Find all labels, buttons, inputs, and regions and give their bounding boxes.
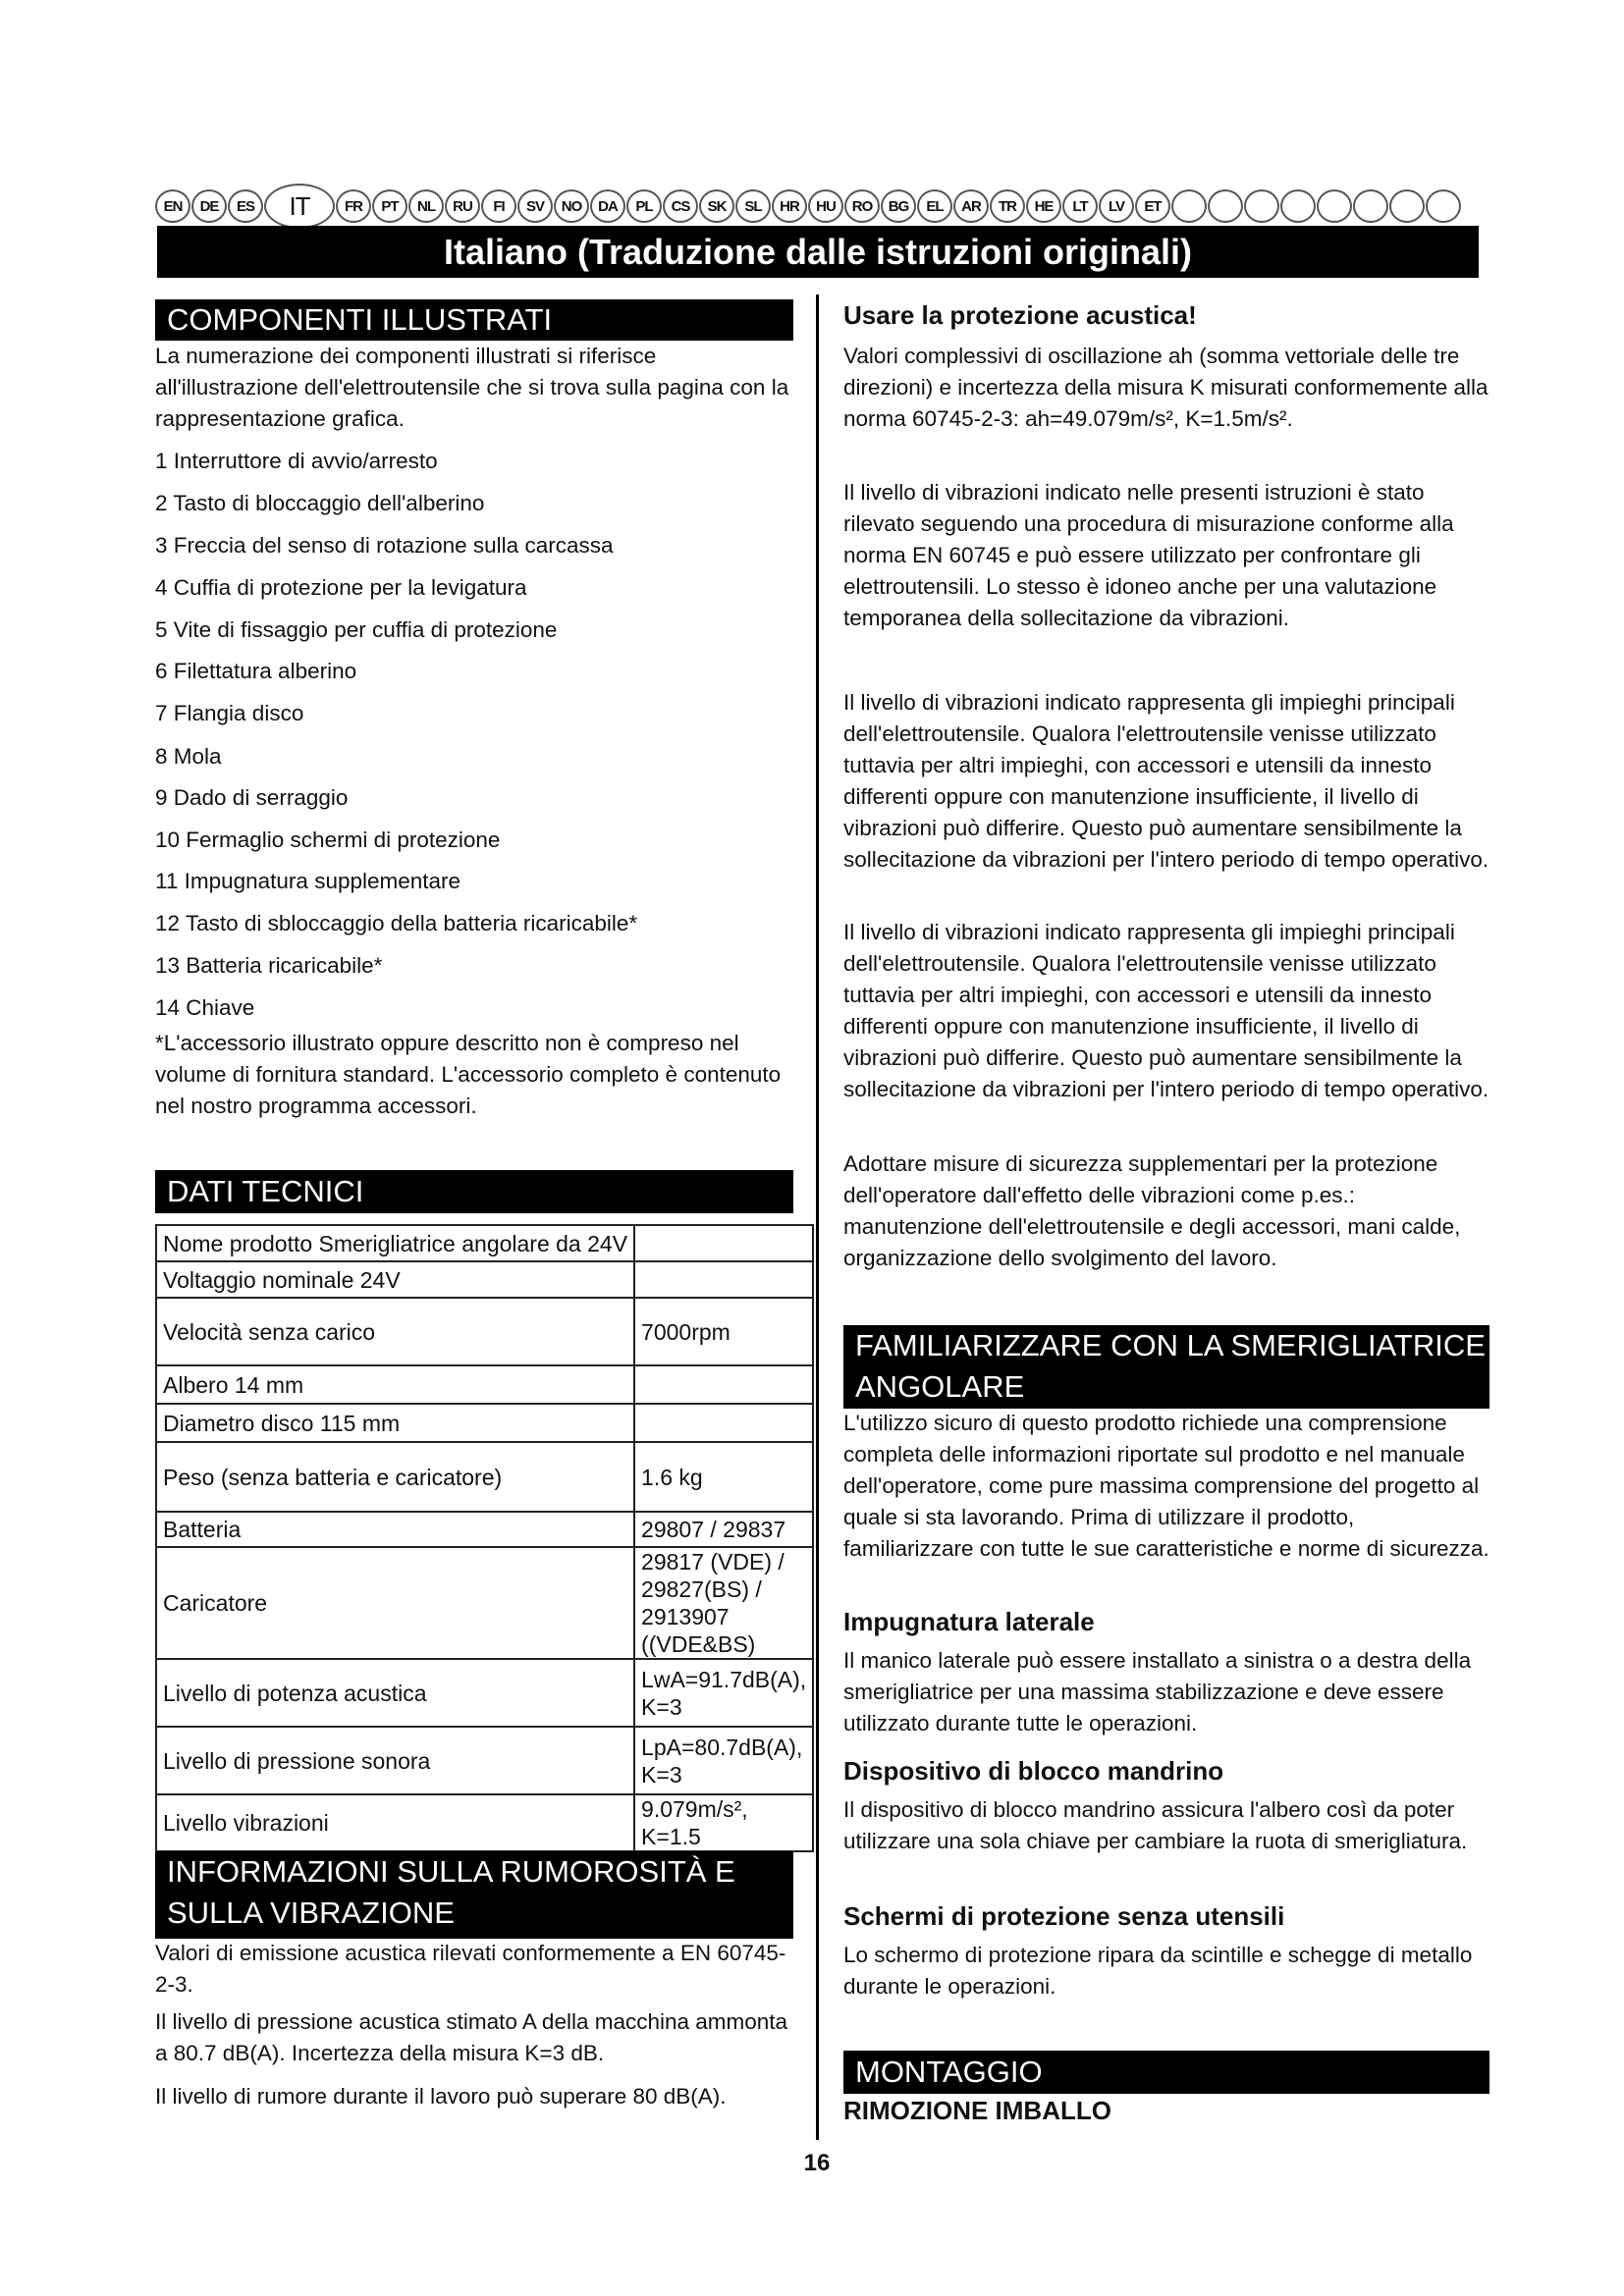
section-heading-components: COMPONENTI ILLUSTRATI xyxy=(155,299,793,341)
tech-value: 1.6 kg xyxy=(634,1442,813,1512)
section-heading-familiarize: FAMILIARIZZARE CON LA SMERIGLIATRICE ANGOLARE xyxy=(843,1325,1489,1409)
component-item: 2 Tasto di bloccaggio dell'alberino xyxy=(155,491,485,515)
vibration-p2: Il livello di vibrazioni indicato nelle presenti istruzioni è stato rilevato seguendo una procedura di misurazione conforme alla norma EN 60745 e può essere utilizzato per confrontare gli elettroutensili. Lo stesso è idoneo anche per una valutazione temporanea della sollecitazione da vibrazioni. xyxy=(843,480,1454,630)
language-tab[interactable] xyxy=(1317,189,1352,223)
tech-label: Caricatore xyxy=(156,1547,634,1659)
component-item: 11 Impugnatura supplementare xyxy=(155,869,461,893)
tech-label: Livello di pressione sonora xyxy=(156,1727,634,1794)
tech-row xyxy=(156,1365,813,1404)
language-tab[interactable]: RO xyxy=(844,189,880,223)
language-tab[interactable]: NL xyxy=(408,189,444,223)
vibration-p4: Il livello di vibrazioni indicato rappresenta gli impieghi principali dell'elettroutensile. Qualora l'elettroutensile venisse utilizzato tuttavia per altri impieghi, con accessori e utensili da innesto differenti oppure con manutenzione insufficiente, il livello di vibrazioni può differire. Questo può aumentare sensibilmente la sollecitazione da vibrazioni per l'intero periodo di tempo operativo. xyxy=(843,920,1489,1101)
language-tab[interactable]: NO xyxy=(554,189,589,223)
tech-label: Livello di potenza acustica xyxy=(156,1659,634,1727)
section-heading-tech: DATI TECNICI xyxy=(155,1170,793,1213)
component-item: 9 Dado di serraggio xyxy=(155,785,349,810)
tech-value xyxy=(634,1261,813,1298)
component-item: 6 Filettatura alberino xyxy=(155,659,357,683)
tech-value xyxy=(634,1225,813,1261)
heading-ear-protection: Usare la protezione acustica! xyxy=(843,300,1197,330)
tech-value xyxy=(634,1404,813,1442)
language-tab[interactable] xyxy=(1426,189,1461,223)
language-tab[interactable]: SV xyxy=(517,189,553,223)
heading-side-handle: Impugnatura laterale xyxy=(843,1607,1095,1636)
language-tab[interactable]: EN xyxy=(155,189,190,223)
tech-label: Peso (senza batteria e caricatore) xyxy=(156,1442,634,1512)
language-tab[interactable]: CS xyxy=(663,189,698,223)
tech-value: LpA=80.7dB(A), K=3 xyxy=(634,1727,813,1794)
tech-value xyxy=(634,1365,813,1404)
tech-value: 29817 (VDE) / 29827(BS) / 2913907 ((VDE&BS) xyxy=(634,1547,813,1659)
component-item: 3 Freccia del senso di rotazione sulla carcassa xyxy=(155,533,614,558)
language-tab[interactable]: LV xyxy=(1099,189,1134,223)
tech-label: Diametro disco 115 mm xyxy=(156,1404,634,1442)
language-tab[interactable]: EL xyxy=(917,189,952,223)
language-tab[interactable]: BG xyxy=(881,189,916,223)
tech-row xyxy=(156,1225,813,1261)
page-number: 16 xyxy=(803,2150,831,2176)
tech-label: Batteria xyxy=(156,1512,634,1547)
language-tab[interactable]: DE xyxy=(191,189,227,223)
language-tab[interactable]: TR xyxy=(990,189,1025,223)
tech-row xyxy=(156,1261,813,1298)
noise-p1: Valori di emissione acustica rilevati conformemente a EN 60745-2-3. xyxy=(155,1941,786,1997)
component-item: 5 Vite di fissaggio per cuffia di protezione xyxy=(155,617,558,642)
language-tab[interactable]: RU xyxy=(445,189,480,223)
components-intro: La numerazione dei componenti illustrati si riferisce all'illustrazione dell'elettroutensile che si trova sulla pagina con la rappresentazione grafica. xyxy=(155,344,789,431)
language-tab[interactable]: SL xyxy=(735,189,771,223)
heading-spindle-lock: Dispositivo di blocco mandrino xyxy=(843,1756,1224,1786)
language-tab[interactable] xyxy=(1171,189,1207,223)
tech-label: Voltaggio nominale 24V xyxy=(156,1261,634,1298)
language-tab[interactable]: IT xyxy=(264,184,335,229)
language-tab[interactable]: ES xyxy=(228,189,263,223)
vibration-p3: Il livello di vibrazioni indicato rappresenta gli impieghi principali dell'elettroutensile. Qualora l'elettroutensile venisse utilizzato tuttavia per altri impieghi, con accessori e utensili da innesto differenti oppure con manutenzione insufficiente, il livello di vibrazioni può differire. Questo può aumentare sensibilmente la sollecitazione da vibrazioni per l'intero periodo di tempo operativo. xyxy=(843,690,1489,872)
component-item: 14 Chiave xyxy=(155,995,255,1020)
tech-value: 9.079m/s², K=1.5 xyxy=(634,1794,813,1851)
language-tab[interactable]: AR xyxy=(953,189,989,223)
component-item: 10 Fermaglio schermi di protezione xyxy=(155,828,501,852)
component-item: 12 Tasto di sbloccaggio della batteria ricaricabile* xyxy=(155,911,638,935)
column-divider xyxy=(816,294,819,2140)
tech-row xyxy=(156,1298,813,1365)
tech-table xyxy=(155,1224,814,1852)
component-item: 1 Interruttore di avvio/arresto xyxy=(155,449,438,473)
guards-paragraph: Lo schermo di protezione ripara da scintille e schegge di metallo durante le operazioni. xyxy=(843,1943,1473,1999)
language-tab[interactable] xyxy=(1244,189,1279,223)
language-tab[interactable]: SK xyxy=(699,189,734,223)
language-tab[interactable]: FR xyxy=(336,189,371,223)
language-tab[interactable]: HU xyxy=(808,189,843,223)
page-title: Italiano (Traduzione dalle istruzioni originali) xyxy=(157,226,1479,278)
tech-value: 29807 / 29837 xyxy=(634,1512,813,1547)
vibration-p5: Adottare misure di sicurezza supplementari per la protezione dell'operatore dall'effetto delle vibrazioni come p.es.: manutenzione dell'elettroutensile e degli accessori, mani calde, organizzazione dello svolgimento del lavoro. xyxy=(843,1151,1461,1270)
familiarize-paragraph: L'utilizzo sicuro di questo prodotto richiede una comprensione completa delle informazioni riportate sul prodotto e nel manuale dell'operatore, come pure massima comprensione del progetto al quale si sta lavorando. Prima di utilizzare il prodotto, familiarizzare con tutte le sue caratteristiche e norme di sicurezza. xyxy=(843,1411,1489,1561)
tech-row xyxy=(156,1794,813,1851)
components-footnote: *L'accessorio illustrato oppure descritto non è compreso nel volume di fornitura standard. L'accessorio completo è contenuto nel nostro programma accessori. xyxy=(155,1031,782,1118)
tech-label: Albero 14 mm xyxy=(156,1365,634,1404)
tech-label: Nome prodotto Smerigliatrice angolare da 24V xyxy=(156,1225,634,1261)
spindle-lock-paragraph: Il dispositivo di blocco mandrino assicura l'albero così da poter utilizzare una sola chiave per cambiare la ruota di smerigliatura. xyxy=(843,1797,1468,1853)
section-heading-noise: INFORMAZIONI SULLA RUMOROSITÀ E SULLA VIBRAZIONE xyxy=(155,1851,793,1939)
side-handle-paragraph: Il manico laterale può essere installato a sinistra o a destra della smerigliatrice per una massima stabilizzazione e deve essere utilizzato durante tutte le operazioni. xyxy=(843,1648,1472,1735)
language-tab[interactable]: DA xyxy=(590,189,625,223)
tech-row xyxy=(156,1727,813,1794)
tech-label: Velocità senza carico xyxy=(156,1298,634,1365)
language-tab[interactable] xyxy=(1353,189,1388,223)
vibration-values-paragraph: Valori complessivi di oscillazione ah (somma vettoriale delle tre direzioni) e incertezza della misura K misurati conformemente alla norma 60745-2-3: ah=49.079m/s², K=1.5m/s². xyxy=(843,344,1489,431)
tech-row xyxy=(156,1512,813,1547)
language-tab[interactable] xyxy=(1280,189,1316,223)
language-tab[interactable]: PT xyxy=(372,189,407,223)
noise-p3: Il livello di rumore durante il lavoro può superare 80 dB(A). xyxy=(155,2084,727,2109)
tech-label: Livello vibrazioni xyxy=(156,1794,634,1851)
component-item: 8 Mola xyxy=(155,744,222,769)
tech-value: LwA=91.7dB(A), K=3 xyxy=(634,1659,813,1727)
tech-value: 7000rpm xyxy=(634,1298,813,1365)
noise-p2: Il livello di pressione acustica stimato A della macchina ammonta a 80.7 dB(A). Incertezza della misura K=3 dB. xyxy=(155,2009,788,2065)
language-tab[interactable]: PL xyxy=(626,189,662,223)
language-tab[interactable]: FI xyxy=(481,189,516,223)
component-item: 7 Flangia disco xyxy=(155,701,304,725)
heading-guards: Schermi di protezione senza utensili xyxy=(843,1901,1285,1931)
tech-row xyxy=(156,1659,813,1727)
language-tab[interactable] xyxy=(1389,189,1425,223)
component-item: 13 Batteria ricaricabile* xyxy=(155,953,383,978)
tech-row xyxy=(156,1547,813,1659)
tech-row xyxy=(156,1404,813,1442)
section-heading-assembly: MONTAGGIO xyxy=(843,2051,1489,2094)
language-tab[interactable] xyxy=(1208,189,1243,223)
language-tab[interactable]: HE xyxy=(1026,189,1061,223)
language-tab[interactable]: ET xyxy=(1135,189,1170,223)
component-item: 4 Cuffia di protezione per la levigatura xyxy=(155,575,527,600)
heading-unpacking: RIMOZIONE IMBALLO xyxy=(843,2096,1111,2125)
language-tab[interactable]: HR xyxy=(772,189,807,223)
language-tabs xyxy=(155,188,1483,224)
tech-row xyxy=(156,1442,813,1512)
language-tab[interactable]: LT xyxy=(1062,189,1098,223)
